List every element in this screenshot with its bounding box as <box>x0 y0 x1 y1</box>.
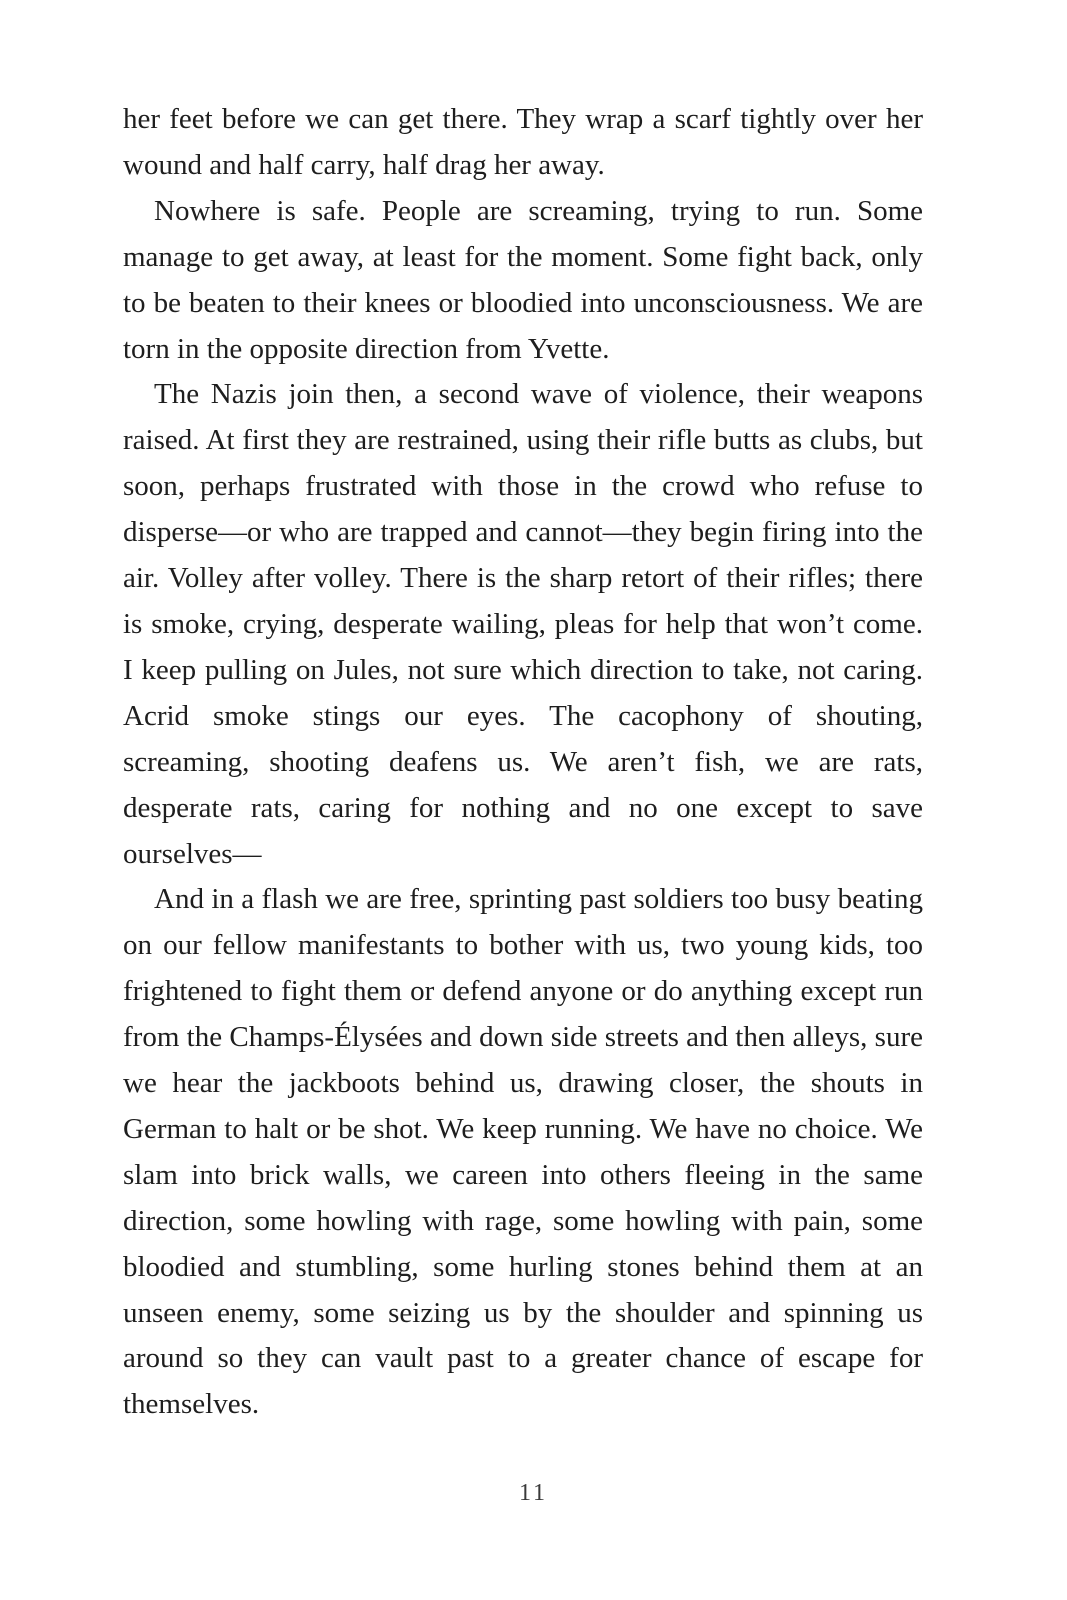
paragraph-4: And in a flash we are free, sprinting past soldiers too busy beating on our fellow manifestants to bother with us, two young kids, too frightened to fight them or defend anyone or do anything except run from the Champs-Élysées and down side streets and then alleys, sure we hear the jackboots behind us, drawing closer, the shouts in German to halt or be shot. We keep running. We have no choice. We slam into brick walls, we careen into others fleeing in the same direction, some howling with rage, some howling with pain, some bloodied and stumbling, some hurling stones behind them at an unseen enemy, some seizing us by the shoulder and spinning us around so they can vault past to a greater chance of escape for themselves. <box>123 883 923 1421</box>
paragraph-2: Nowhere is safe. People are screaming, trying to run. Some manage to get away, at least for the moment. Some fight back, only to be beaten to their knees or bloodied into unconsciousness. We are torn in the opposite direction from Yvette. <box>123 194 923 365</box>
body-text <box>123 97 923 1428</box>
paragraph-1: her feet before we can get there. They wrap a scarf tightly over her wound and half carry, half drag her away. <box>123 103 923 181</box>
page-number: 11 <box>518 1480 549 1506</box>
paragraph-3: The Nazis join then, a second wave of violence, their weapons raised. At first they are restrained, using their rifle butts as clubs, but soon, perhaps frustrated with those in the crowd who refuse to disperse—or who are trapped and cannot—they begin firing into the air. Volley after volley. There is the sharp retort of their rifles; there is smoke, crying, desperate wailing, pleas for help that won’t come. I keep pulling on Jules, not sure which direction to take, not caring. Acrid smoke stings our eyes. The cacophony of shouting, screaming, shooting deafens us. We aren’t fish, we are rats, desperate rats, caring for nothing and no one except to save ourselves— <box>123 378 923 870</box>
